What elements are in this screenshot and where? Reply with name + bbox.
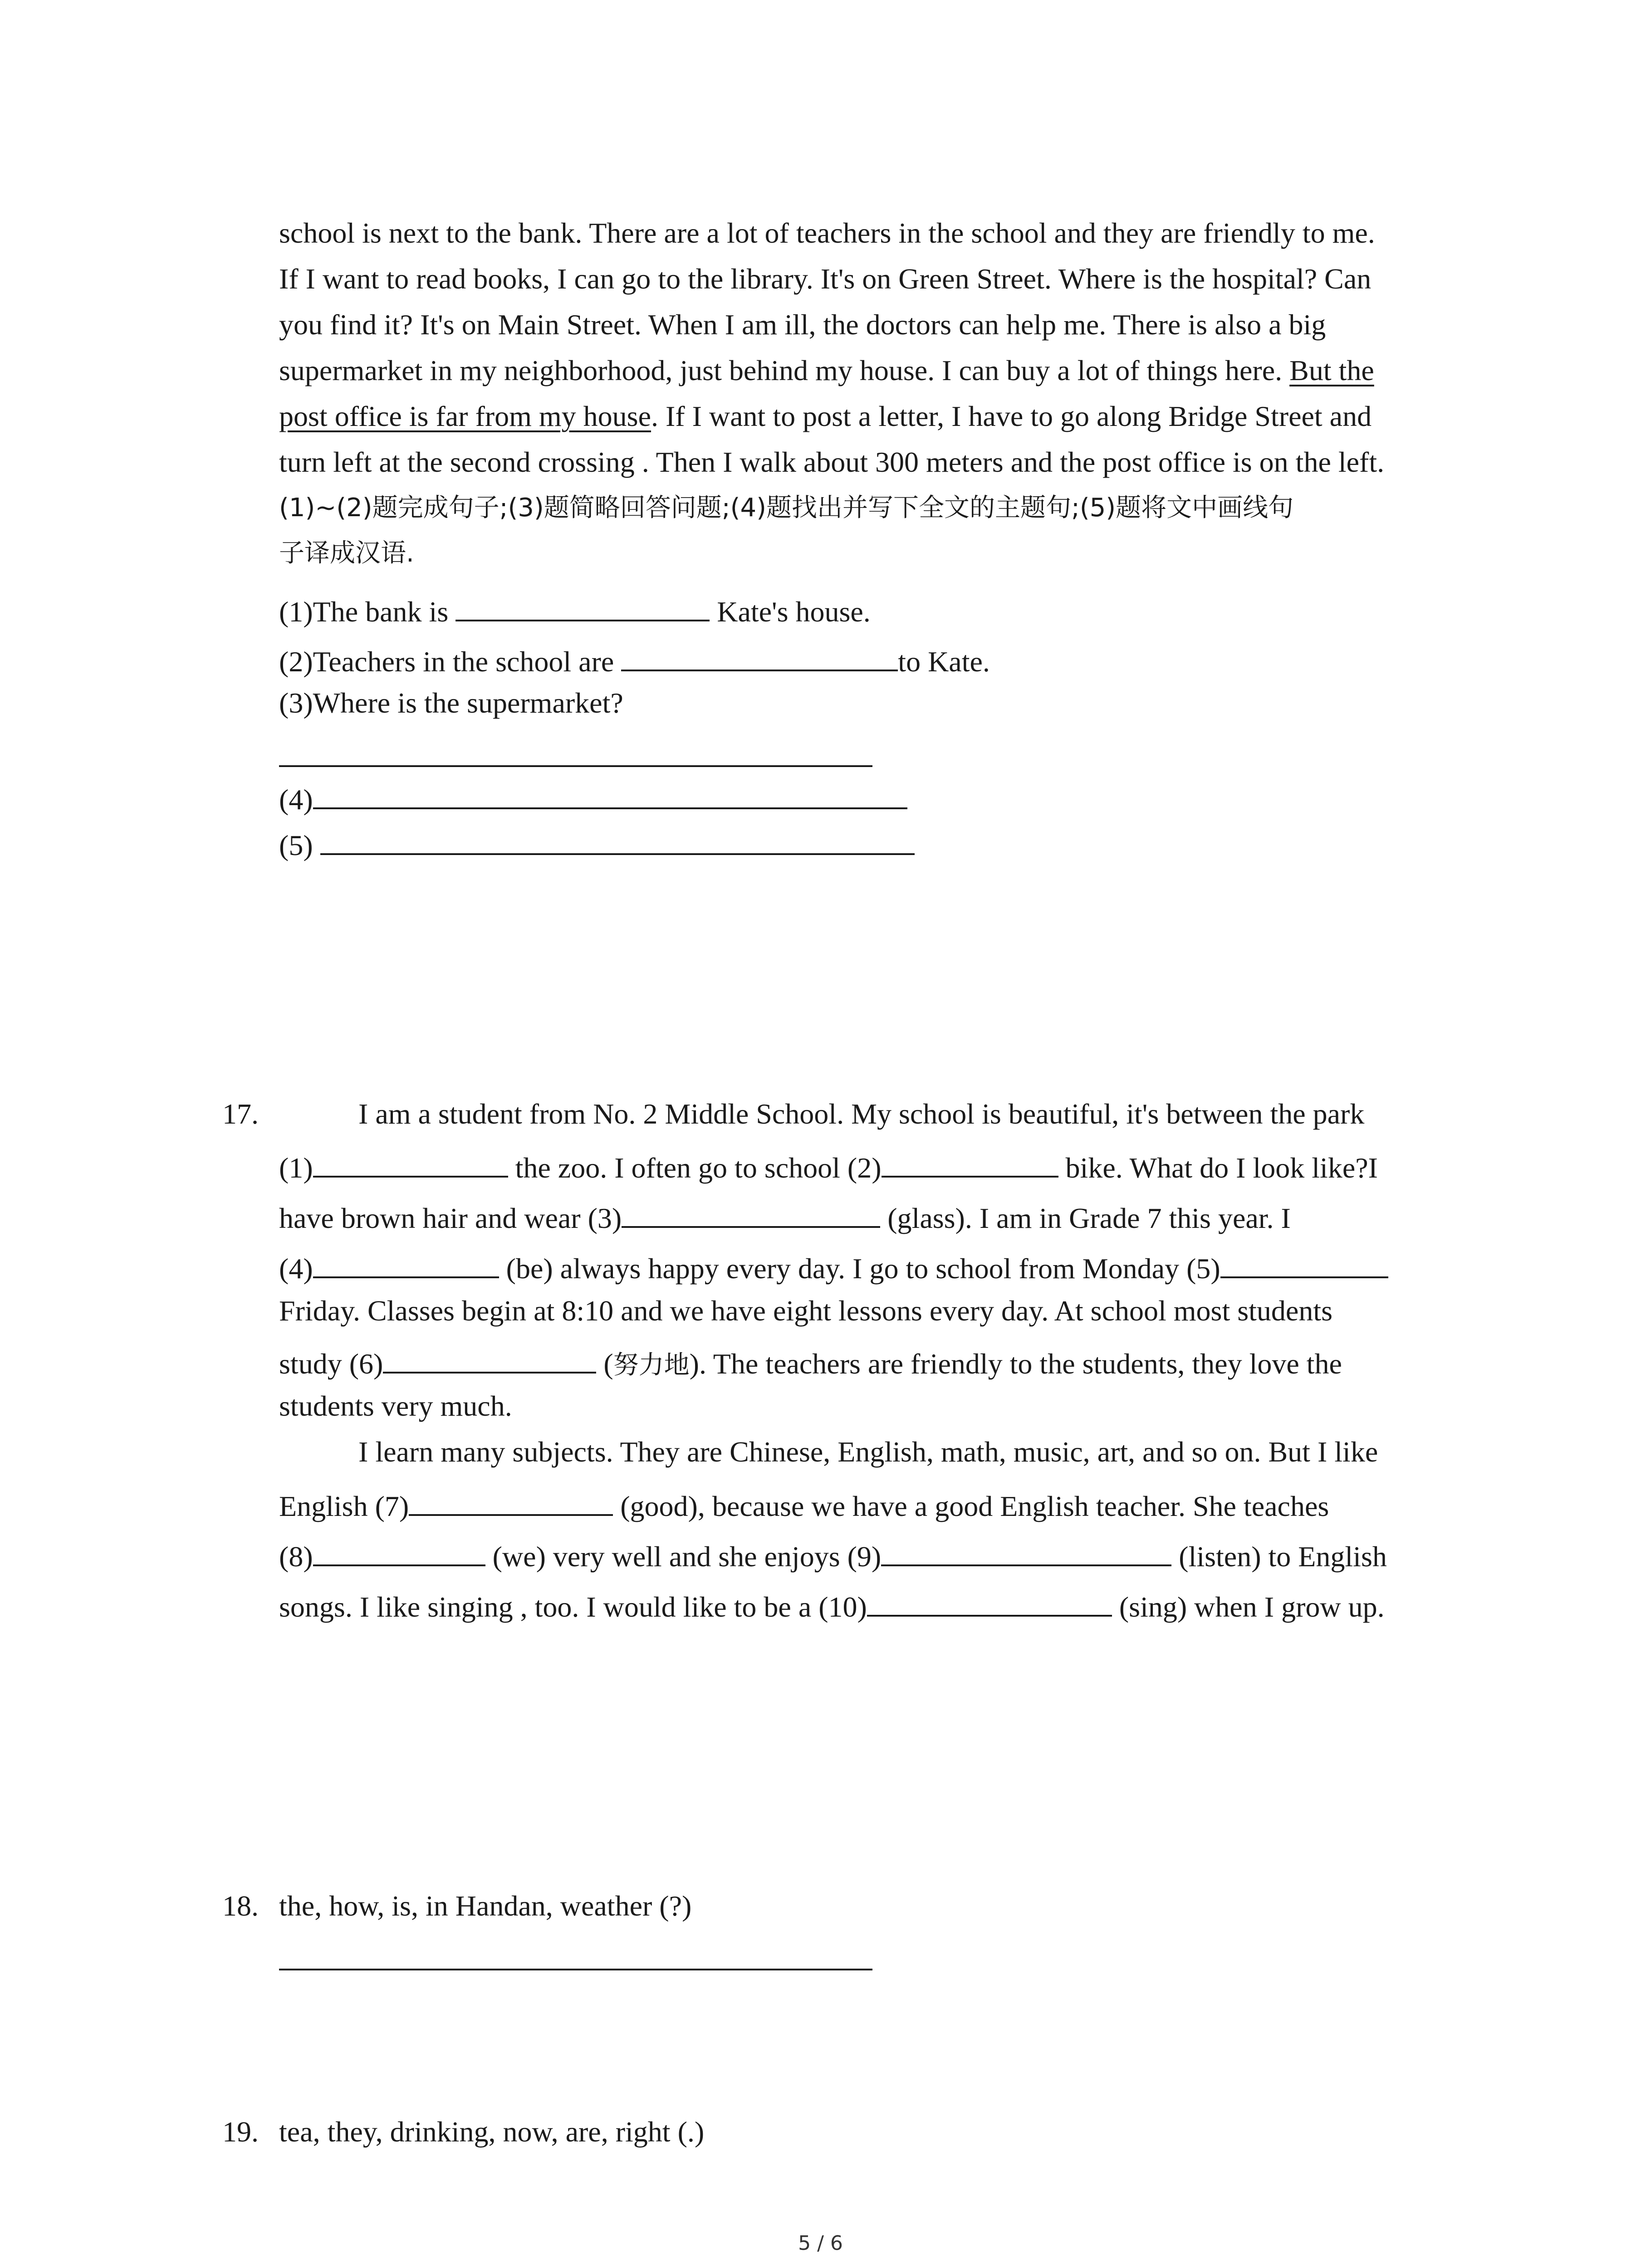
q17-line — [279, 1538, 1387, 1571]
question-16-1 — [279, 593, 871, 626]
q17-text: the zoo. I often go to school (2) — [515, 1152, 882, 1184]
q17-text: have brown hair and wear (3) — [279, 1202, 622, 1234]
answer-blank[interactable] — [409, 1488, 613, 1516]
question-number: 17. — [222, 1098, 259, 1130]
q17-text: bike. What do I look like?I — [1065, 1152, 1378, 1184]
passage-text: supermarket in my neighborhood, just behind my house. I can buy a lot of things here. — [279, 354, 1283, 386]
question-number: 18. — [222, 1890, 259, 1922]
passage-line: you find it? It's on Main Street. When I am ill, the doctors can help me. There is also a big — [279, 308, 1326, 341]
instruction-line: 子译成汉语. — [279, 538, 414, 568]
q17-line — [279, 1149, 1378, 1183]
q17-line: Friday. Classes begin at 8:10 and we have eight lessons every day. At school most students — [279, 1295, 1332, 1327]
answer-blank[interactable] — [456, 593, 710, 621]
q17-line — [279, 1345, 1342, 1378]
underlined-sentence: But the — [1289, 354, 1374, 386]
question-text: to Kate. — [898, 645, 990, 678]
q17-text: songs. I like singing , too. I would like to be a (10) — [279, 1591, 867, 1623]
q17-text: (good), because we have a good English teacher. She teaches — [620, 1490, 1329, 1522]
question-16-5 — [279, 827, 915, 860]
answer-blank[interactable] — [313, 1538, 485, 1566]
q17-text: English (7) — [279, 1490, 409, 1522]
question-text: (2)Teachers in the school are — [279, 645, 614, 678]
q17-line: I am a student from No. 2 Middle School. My school is beautiful, it's between the park — [358, 1098, 1365, 1130]
q17-line: students very much. — [279, 1390, 512, 1422]
instruction-line: (1)~(2)题完成句子;(3)题简略回答问题;(4)题找出并写下全文的主题句;(5)题将文中画线句 — [279, 493, 1294, 523]
question-text: (4) — [279, 783, 313, 816]
q17-text: (listen) to English — [1179, 1540, 1387, 1573]
passage-line — [279, 402, 1372, 431]
q17-text: (sing) when I grow up. — [1119, 1591, 1385, 1623]
q17-text: (4) — [279, 1252, 313, 1285]
page-number: 5 / 6 — [798, 2232, 843, 2255]
answer-line[interactable] — [279, 1969, 872, 1970]
question-text: (5) — [279, 829, 313, 861]
q18-text: the, how, is, in Handan, weather (?) — [279, 1890, 692, 1922]
answer-blank[interactable] — [1220, 1250, 1388, 1278]
q17-line — [279, 1250, 1388, 1283]
answer-blank[interactable] — [867, 1589, 1112, 1617]
answer-blank[interactable] — [621, 643, 898, 671]
q17-hint: 努力地 — [613, 1350, 690, 1380]
q17-text: study (6) — [279, 1348, 383, 1380]
q17-text: ). The teachers are friendly to the students, they love the — [689, 1348, 1342, 1380]
passage-line: school is next to the bank. There are a lot of teachers in the school and they are friendly to me. — [279, 217, 1375, 249]
q19-text: tea, they, drinking, now, are, right (.) — [279, 2116, 705, 2148]
q17-line — [279, 1200, 1291, 1233]
q17-text: (8) — [279, 1540, 313, 1573]
question-16-2 — [279, 643, 990, 676]
passage-text: . If I want to post a letter, I have to go along Bridge Street and — [651, 400, 1372, 432]
q17-text: (be) always happy every day. I go to school from Monday (5) — [506, 1252, 1220, 1285]
answer-line[interactable] — [279, 765, 872, 767]
q17-line: I learn many subjects. They are Chinese, English, math, music, art, and so on. But I like — [358, 1436, 1378, 1468]
answer-blank[interactable] — [320, 827, 915, 855]
answer-blank[interactable] — [313, 781, 907, 809]
q17-line — [279, 1488, 1329, 1521]
question-text: (1)The bank is — [279, 596, 449, 628]
answer-blank[interactable] — [383, 1345, 596, 1374]
question-16-3: (3)Where is the supermarket? — [279, 687, 623, 719]
answer-blank[interactable] — [622, 1200, 880, 1228]
question-number: 19. — [222, 2116, 259, 2148]
answer-blank[interactable] — [881, 1538, 1171, 1566]
answer-blank[interactable] — [313, 1250, 499, 1278]
answer-blank[interactable] — [313, 1149, 508, 1178]
q17-text: (1) — [279, 1152, 313, 1184]
underlined-sentence: post office is far from my house — [279, 400, 651, 432]
passage-line: turn left at the second crossing . Then I walk about 300 meters and the post office is on the left. — [279, 446, 1385, 478]
q17-line — [279, 1589, 1385, 1622]
passage-line: If I want to read books, I can go to the library. It's on Green Street. Where is the hospital? Can — [279, 263, 1372, 295]
q17-text: ( — [603, 1348, 613, 1380]
question-text: Kate's house. — [717, 596, 871, 628]
answer-blank[interactable] — [882, 1149, 1058, 1178]
q17-text: (we) very well and she enjoys (9) — [492, 1540, 882, 1573]
passage-line — [279, 356, 1374, 385]
question-16-4 — [279, 781, 907, 814]
q17-text: (glass). I am in Grade 7 this year. I — [887, 1202, 1291, 1234]
